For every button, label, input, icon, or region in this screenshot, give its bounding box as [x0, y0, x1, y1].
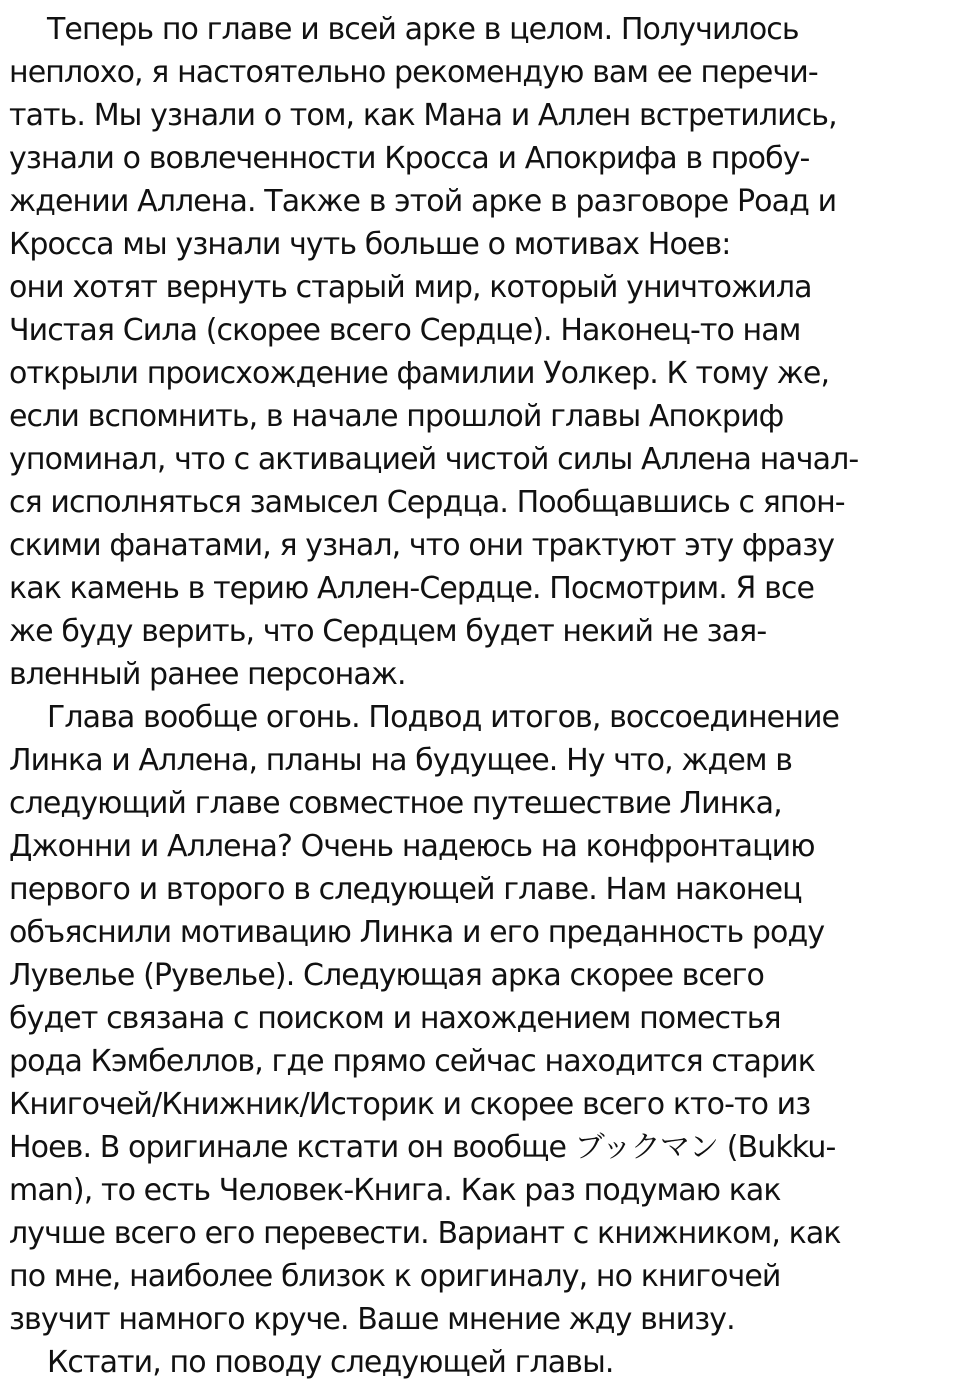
text-line: они хотят вернуть старый мир, который уничтожила [9, 270, 812, 305]
paragraph-first-line: Глава вообще огонь. Подвод итогов, воссоединение [47, 700, 840, 735]
text-line: рода Кэмбеллов, где прямо сейчас находится старик [9, 1044, 815, 1079]
text-line: будет связана с поиском и нахождением поместья [9, 1001, 781, 1036]
paragraph-first-line: Теперь по главе и всей арке в целом. Получилось [47, 12, 799, 47]
text-line: звучит намного круче. Ваше мнение жду внизу. [9, 1302, 735, 1337]
text-line: ся исполняться замысел Сердца. Пообщавшись с япон- [9, 485, 845, 520]
text-line: man), то есть Человек-Книга. Как раз подумаю как [9, 1173, 781, 1208]
text-line: Лувелье (Рувелье). Следующая арка скорее всего [9, 958, 764, 993]
text-line: узнали о вовлеченности Кросса и Апокрифа в пробу- [9, 141, 810, 176]
text-line: Джонни и Аллена? Очень надеюсь на конфронтацию [9, 829, 815, 864]
text-line: первого и второго в следующей главе. Нам наконец [9, 872, 802, 907]
paragraph-first-line: Кстати, по поводу следующей главы. [47, 1345, 614, 1380]
text-line: если вспомнить, в начале прошлой главы Апокриф [9, 399, 784, 434]
text-line: по мне, наиболее близок к оригиналу, но книгочей [9, 1259, 781, 1294]
text-line: неплохо, я настоятельно рекомендую вам ее перечи- [9, 55, 818, 90]
text-line: скими фанатами, я узнал, что они трактуют эту фразу [9, 528, 835, 563]
text-line: как камень в терию Аллен-Сердце. Посмотрим. Я все [9, 571, 814, 606]
text-line: Книгочей/Книжник/Историк и скорее всего кто-то из [9, 1087, 811, 1122]
body-text [9, 8, 949, 1384]
text-line: ждении Аллена. Также в этой арке в разговоре Роад и [9, 184, 837, 219]
text-line: упоминал, что с активацией чистой силы Аллена начал- [9, 442, 859, 477]
text-line: же буду верить, что Сердцем будет некий не зая- [9, 614, 767, 649]
text-line: Ноев. В оригинале кстати он вообще ブックマン (Bukku- [9, 1130, 836, 1165]
text-line: тать. Мы узнали о том, как Мана и Аллен встретились, [9, 98, 837, 133]
text-line: Линка и Аллена, планы на будущее. Ну что, ждем в [9, 743, 793, 778]
text-line: Кросса мы узнали чуть больше о мотивах Ноев: [9, 227, 731, 262]
text-line: Чистая Сила (скорее всего Сердце). Наконец-то нам [9, 313, 801, 348]
text-line: лучше всего его перевести. Вариант с книжником, как [9, 1216, 841, 1251]
text-line: объяснили мотивацию Линка и его преданность роду [9, 915, 825, 950]
text-line: открыли происхождение фамилии Уолкер. К тому же, [9, 356, 830, 391]
text-line: следующий главе совместное путешествие Линка, [9, 786, 782, 821]
text-line: вленный ранее персонаж. [9, 657, 406, 692]
